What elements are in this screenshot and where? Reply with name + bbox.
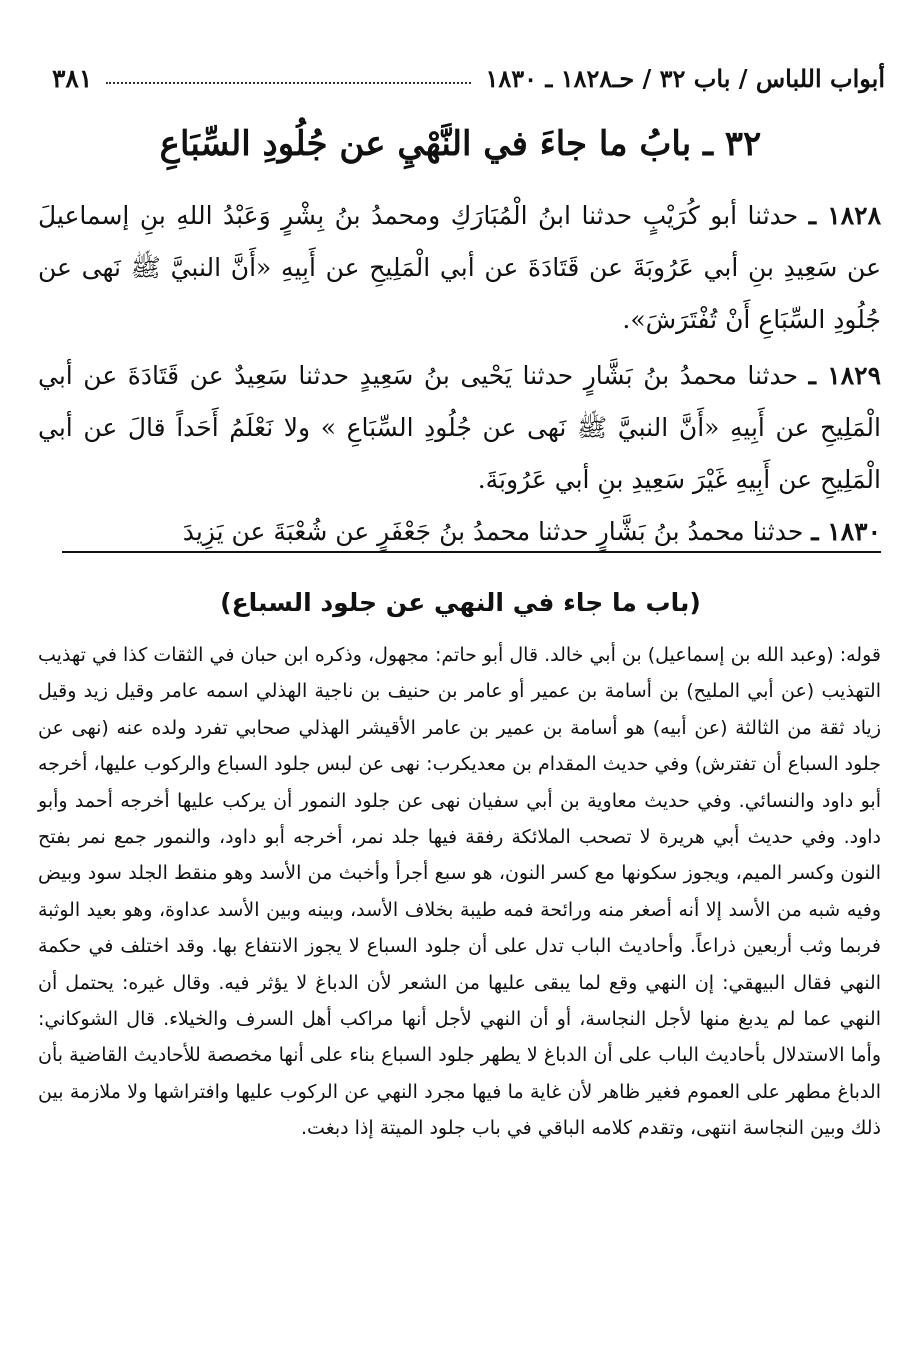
hadith-body: حدثنا أبو كُرَيْبٍ حدثنا ابنُ الْمُبَارَكِ ومحمدُ بنُ بِشْرٍ وَعَبْدُ اللهِ بنِ إسماعيلَ عن سَعِيدِ بنِ أبي عَرُوبَةَ عن قَتَادَةَ عن أبي الْمَلِيحِ عن أَبِيهِ «أَنَّ النبيَّ ﷺ نَهى عن جُلُودِ السِّبَاعِ أَنْ تُفْتَرَشَ». — [38, 201, 881, 334]
commentary-paragraph: قوله: (وعبد الله بن إسماعيل) بن أبي خالد. قال أبو حاتم: مجهول، وذكره ابن حبان في الثقات كذا في تهذيب التهذيب (عن أبي المليح) بن أسامة بن عمير أو عامر بن حنيف بن ناجية الهذلي اسمه عامر وقيل زيد وقيل زياد ثقة من الثالثة (عن أبيه) هو أسامة بن عمير بن عامر الأقيشر الهذلي صحابي تفرد ولده عنه (نهى عن جلود السباع أن تفترش) وفي حديث المقدام بن معديكرب: نهى عن لبس جلود السباع والركوب عليها، أخرجه أبو داود والنسائي. وفي حديث معاوية بن أبي سفيان نهى عن جلود النمور أن يركب عليها أخرجه أحمد وأبو داود. وفي حديث أبي هريرة لا تصحب الملائكة رفقة فيها جلد نمر، أخرجه أبو داود، والنمور جمع نمر بفتح النون وكسر الميم، ويجوز سكونها مع كسر النون، هو سبع أجرأ وأخبث من الأسد وهو منقط الجلد سود وبيض وفيه شبه من الأسد إلا أنه أصغر منه ورائحة فمه طيبة بخلاف الأسد، وبينه وبين الأسد عداوة، وهو بعيد الوثبة فربما وثب أربعين ذراعاً. وأحاديث الباب تدل على أن جلود السباع لا يجوز الانتفاع بها. وقد اختلف في حكمة النهي فقال البيهقي: إن النهي وقع لما يبقى عليها من الشعر لأن الدباغ لا يؤثر فيه. وقال غيره: يحتمل أن النهي عما لم يدبغ منها لأجل النجاسة، أو أن النهي لأجل أنها مراكب أهل السرف والخيلاء. قال الشوكاني: وأما الاستدلال بأحاديث الباب على أن الدباغ لا يطهر جلود السباع بناء على أنها مخصصة للأحاديث القاضية بأن الدباغ مطهر على العموم فغير ظاهر لأن غاية ما فيها مجرد النهي عن الركوب عليها وافتراشها ولا ملازمة بين ذلك وبين النجاسة انتهى، وتقدم كلامه الباقي في باب جلود الميتة إذا دبغت. — [38, 644, 881, 1140]
hadith-number: ١٨٣٠ ـ — [811, 517, 881, 546]
commentary-title: (باب ما جاء في النهي عن جلود السباع) — [220, 588, 701, 617]
hadith-1829 — [38, 350, 881, 506]
page-number: ٣٨١ — [52, 63, 93, 93]
hadith-body: حدثنا محمدُ بنُ بَشَّارٍ حدثنا يَحْيى بنُ سَعِيدٍ حدثنا سَعِيدٌ عن قَتَادَةَ عن أبي الْمَلِيحِ عن أَبِيهِ «أَنَّ النبيَّ ﷺ نَهى عن جُلُودِ السِّبَاعِ » ولا نَعْلَمُ أَحَداً قالَ عن أبي الْمَلِيحِ عن أَبِيهِ غَيْرَ سَعِيدِ بنِ أبي عَرُوبَةَ. — [38, 361, 881, 494]
hadith-text-block — [38, 190, 881, 558]
chapter-title: ٣٢ ـ بابُ ما جاءَ في النَّهْيِ عن جُلُودِ السِّبَاعِ — [159, 124, 762, 164]
running-header-title: أبواب اللباس / باب ٣٢ / حـ١٨٢٨ ـ ١٨٣٠ — [485, 63, 885, 93]
hadith-1828 — [38, 190, 881, 350]
header-dotted-leader — [106, 81, 471, 84]
hadith-body: حدثنا محمدُ بنُ بَشَّارٍ حدثنا محمدُ بنُ جَعْفَرٍ عن شُعْبَةَ عن يَزِيدَ — [182, 517, 804, 546]
running-header — [52, 58, 885, 98]
commentary-block — [38, 637, 881, 1147]
hadith-number: ١٨٢٨ ـ — [808, 201, 881, 230]
section-divider — [62, 551, 881, 553]
hadith-number: ١٨٢٩ ـ — [808, 361, 882, 390]
